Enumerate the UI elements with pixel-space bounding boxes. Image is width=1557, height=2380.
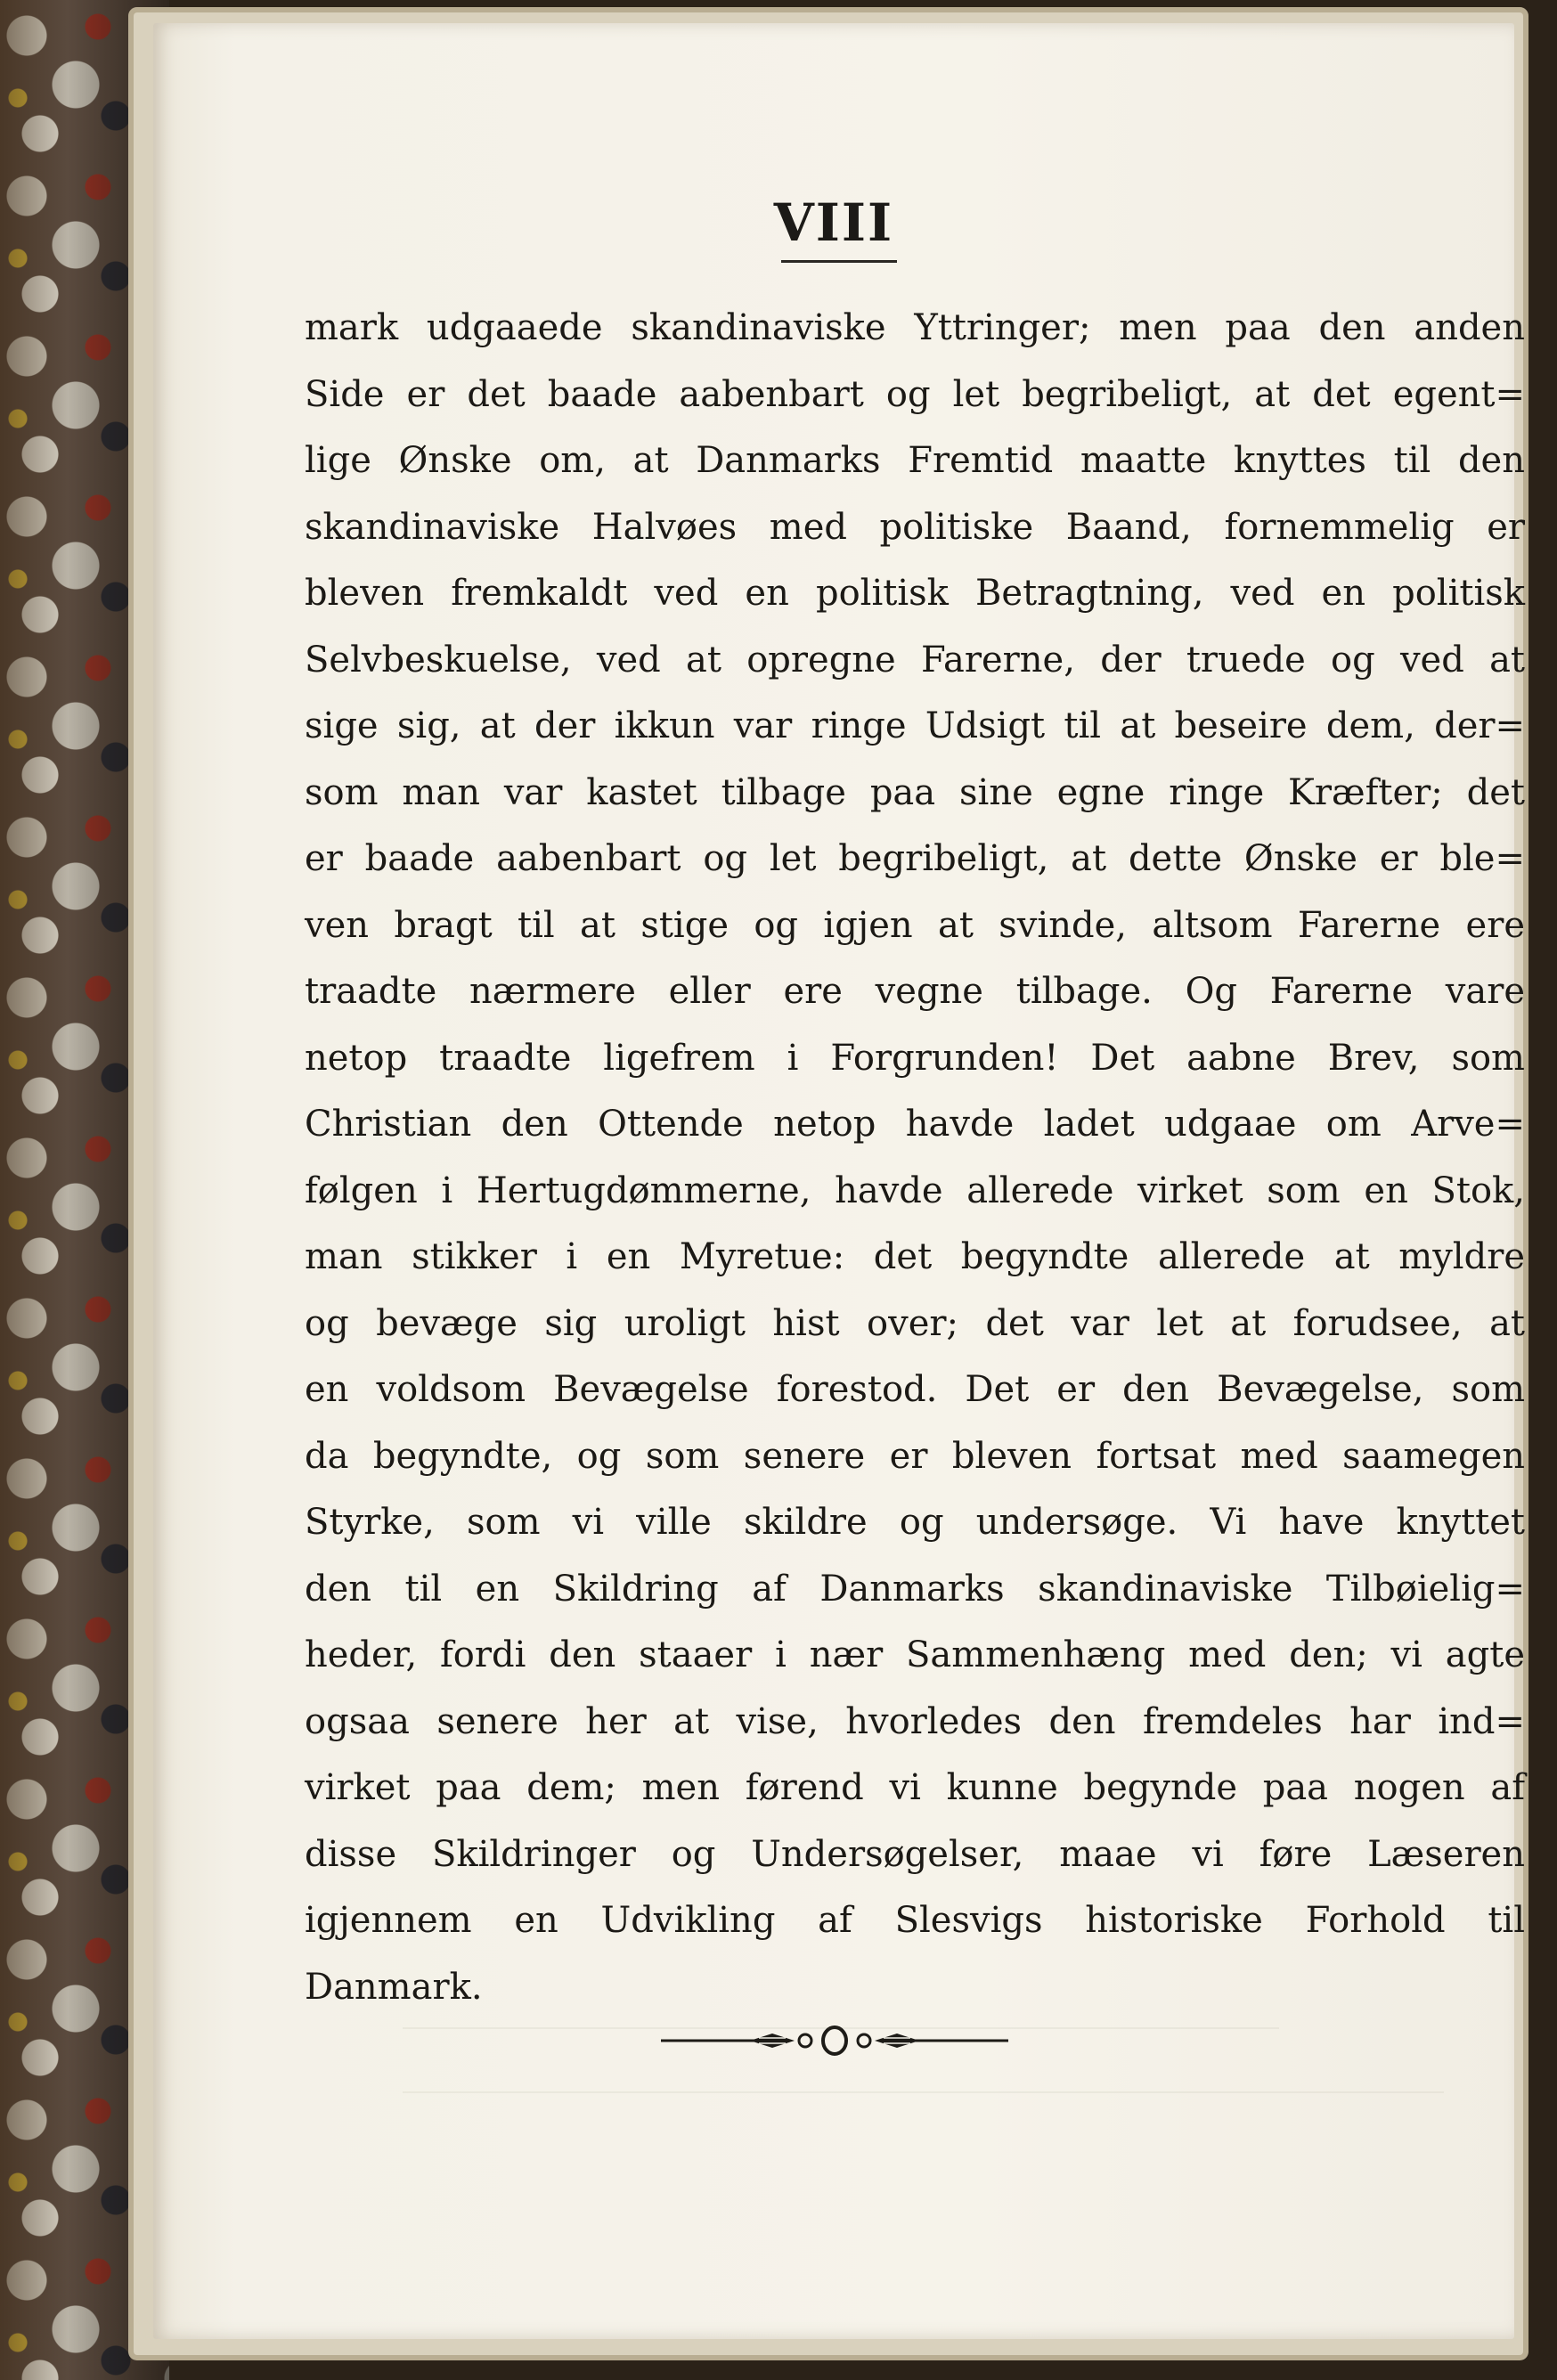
text-line: traadte nærmere eller ere vegne tilbage. Og Farerne vare — [305, 971, 1525, 1012]
text-line: heder, fordi den staaer i nær Sammenhæng med den; vi agte — [305, 1634, 1525, 1675]
text-line: som man var kastet tilbage paa sine egne ringe Kræfter; det — [305, 771, 1525, 813]
text-line: ogsaa senere her at vise, hvorledes den fremdeles har ind= — [305, 1700, 1525, 1742]
text-line: mark udgaaede skandinaviske Yttringer; men paa den anden — [305, 307, 1525, 348]
text-line: Danmark. — [305, 1966, 483, 2008]
text-line: er baade aabenbart og let begribeligt, at dette Ønske er ble= — [305, 838, 1525, 879]
text-line: den til en Skildring af Danmarks skandinaviske Tilbøielig= — [305, 1568, 1525, 1610]
text-line: disse Skildringer og Undersøgelser, maae vi føre Læseren — [305, 1833, 1525, 1875]
text-line: virket paa dem; men førend vi kunne begynde paa nogen af — [305, 1767, 1525, 1808]
text-line: følgen i Hertugdømmerne, havde allerede virket som en Stok, — [305, 1170, 1525, 1211]
text-line: skandinaviske Halvøes med politiske Baand, fornemmelig er — [305, 506, 1525, 548]
text-line: Side er det baade aabenbart og let begribeligt, at det egent= — [305, 373, 1525, 415]
text-line: man stikker i en Myretue: det begyndte allerede at myldre — [305, 1236, 1525, 1277]
text-line: Christian den Ottende netop havde ladet udgaae om Arve= — [305, 1104, 1525, 1145]
bleed-through-shadow — [403, 1965, 1498, 2093]
text-line: bleven fremkaldt ved en politisk Betragtning, ved en politisk — [305, 573, 1525, 614]
text-line: Selvbeskuelse, ved at opregne Farerne, der truede og ved at — [305, 639, 1525, 681]
text-line: Styrke, som vi ville skildre og undersøge. Vi have knyttet — [305, 1502, 1525, 1543]
body-text — [305, 295, 1525, 2020]
text-line: igjennem en Udvikling af Slesvigs historiske Forhold til — [305, 1900, 1525, 1941]
text-line: netop traadte ligefrem i Forgrunden! Det aabne Brev, som — [305, 1037, 1525, 1079]
text-line: lige Ønske om, at Danmarks Fremtid maatte knyttes til den — [305, 440, 1525, 481]
page-number: VIII — [773, 192, 894, 253]
page-number-rule — [781, 260, 897, 263]
text-line: da begyndte, og som senere er bleven fortsat med saamegen — [305, 1435, 1525, 1477]
book-page — [153, 23, 1525, 2339]
text-line: en voldsom Bevægelse forestod. Det er den Bevægelse, som — [305, 1369, 1525, 1410]
text-line: ven bragt til at stige og igjen at svinde, altsom Farerne ere — [305, 904, 1525, 946]
text-line: sige sig, at der ikkun var ringe Udsigt til at beseire dem, der= — [305, 705, 1525, 746]
text-line: og bevæge sig uroligt hist over; det var let at forudsee, at — [305, 1302, 1525, 1344]
